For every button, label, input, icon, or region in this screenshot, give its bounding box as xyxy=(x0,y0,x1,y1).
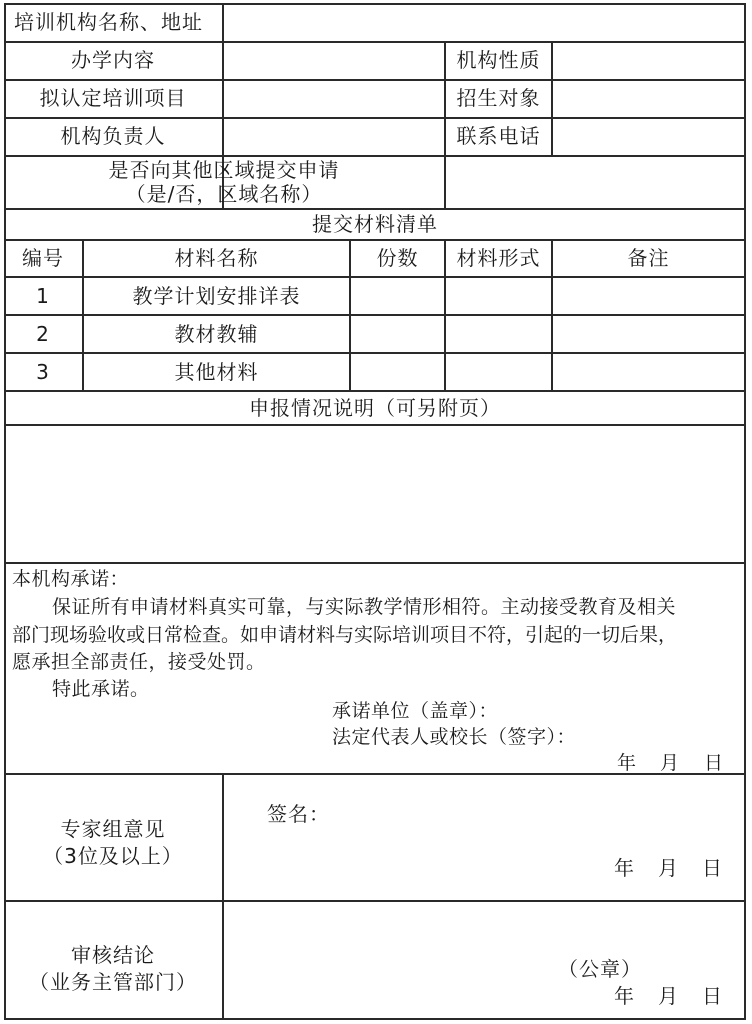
rule xyxy=(4,314,746,316)
commitment-line-1: 保证所有申请材料真实可靠，与实际教学情形相符。主动接受教育及相关 xyxy=(52,596,677,618)
review-label-line1: 审核结论 xyxy=(71,943,155,967)
material-row-no: 3 xyxy=(36,360,50,384)
nature-label: 机构性质 xyxy=(456,48,541,72)
review-label-line2: （业务主管部门） xyxy=(29,970,197,994)
commitment-heading: 本机构承诺： xyxy=(12,568,130,590)
rule xyxy=(4,390,746,392)
review-year: 年 xyxy=(614,984,635,1008)
person-in-charge-label: 机构负责人 xyxy=(60,124,166,148)
material-row-name: 教材教辅 xyxy=(174,322,259,346)
rule xyxy=(551,41,553,155)
review-month: 月 xyxy=(658,984,679,1008)
proposed-project-label: 拟认定培训项目 xyxy=(39,86,187,110)
commitment-line-2: 部门现场验收或日常检查。如申请材料与实际培训项目不符，引起的一切后果， xyxy=(12,624,678,646)
expert-sign-label: 签名： xyxy=(267,802,330,826)
review-seal: （公章） xyxy=(558,957,642,981)
materials-title: 提交材料清单 xyxy=(312,212,438,236)
expert-year: 年 xyxy=(614,856,635,880)
rule xyxy=(4,1018,746,1020)
material-row-no: 2 xyxy=(36,322,50,346)
rule xyxy=(4,155,746,157)
expert-month: 月 xyxy=(658,856,679,880)
declaration-title: 申报情况说明（可另附页） xyxy=(249,396,501,420)
material-row-no: 1 xyxy=(36,284,50,308)
contact-phone-label: 联系电话 xyxy=(456,124,541,148)
rule xyxy=(4,117,746,119)
institution-name-address-label: 培训机构名称、地址 xyxy=(14,10,203,34)
commitment-line-3: 愿承担全部责任，接受处罚。 xyxy=(12,651,266,673)
commitment-month: 月 xyxy=(660,752,680,774)
commitment-unit: 承诺单位（盖章）： xyxy=(332,700,499,722)
commitment-year: 年 xyxy=(617,752,637,774)
other-region-label-line1: 是否向其他区域提交申请 xyxy=(108,158,340,182)
header-copies: 份数 xyxy=(376,246,419,270)
header-no: 编号 xyxy=(22,246,64,270)
rule xyxy=(4,424,746,426)
material-row-name: 教学计划安排详表 xyxy=(132,284,301,308)
rule xyxy=(744,3,746,1020)
rule xyxy=(4,352,746,354)
commitment-line-4: 特此承诺。 xyxy=(52,678,150,700)
commitment-day: 日 xyxy=(704,752,724,774)
rule xyxy=(4,41,746,43)
header-form: 材料形式 xyxy=(456,246,541,270)
expert-label-line2: （3位及以上） xyxy=(43,844,183,868)
header-remarks: 备注 xyxy=(627,246,670,270)
rule xyxy=(4,3,746,5)
material-row-name: 其他材料 xyxy=(174,360,259,384)
other-region-label-line2: （是/否，区域名称） xyxy=(125,182,323,206)
rule xyxy=(4,562,746,564)
rule xyxy=(4,276,746,278)
rule xyxy=(4,79,746,81)
expert-day: 日 xyxy=(702,856,723,880)
expert-label-line1: 专家组意见 xyxy=(60,817,166,841)
enroll-target-label: 招生对象 xyxy=(456,86,541,110)
rule xyxy=(222,773,224,1020)
rule xyxy=(4,239,746,241)
review-day: 日 xyxy=(702,984,723,1008)
rule xyxy=(4,900,746,902)
content-label: 办学内容 xyxy=(71,48,155,72)
header-material-name: 材料名称 xyxy=(174,246,259,270)
commitment-legal-rep: 法定代表人或校长（签字）： xyxy=(332,726,577,748)
rule xyxy=(4,208,746,210)
